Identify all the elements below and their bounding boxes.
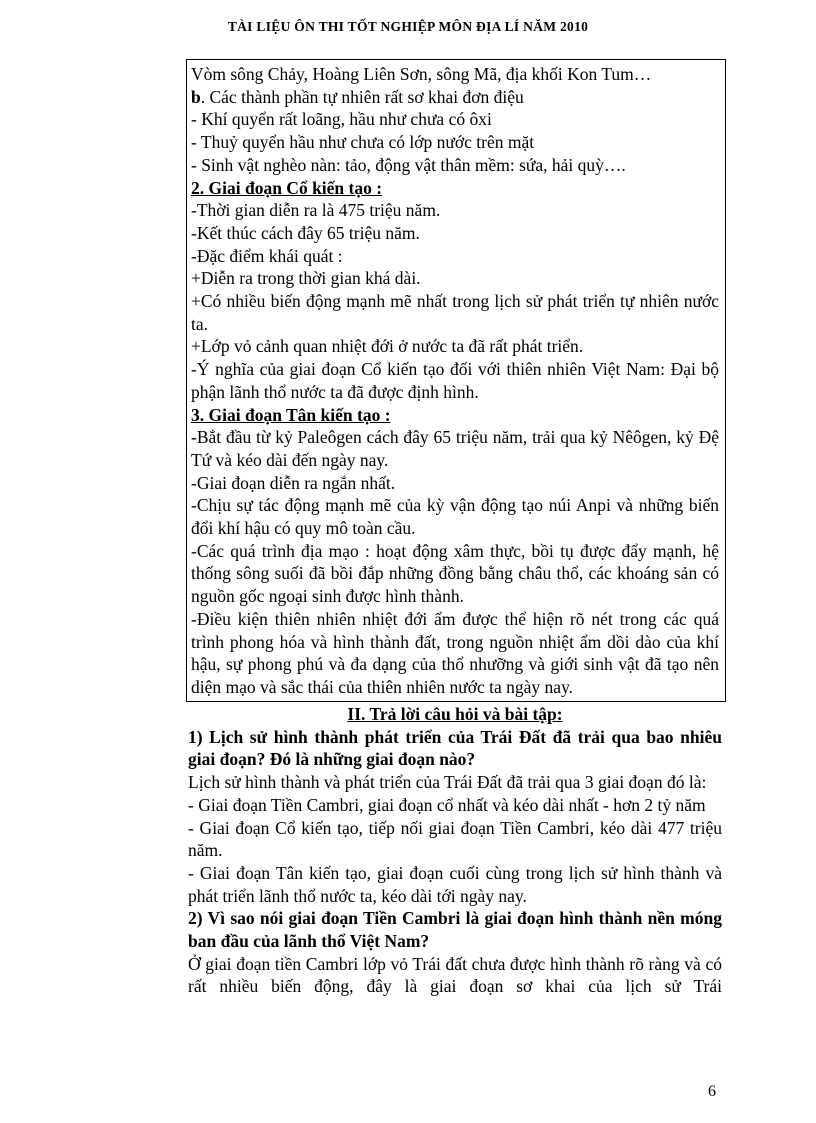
s3-item: -Chịu sự tác động mạnh mẽ của kỳ vận động tạo núi Anpi và những biến đổi khí hậu có quy mô toàn cầu. xyxy=(191,495,719,539)
section-title xyxy=(188,703,722,726)
s3-item: -Các quá trình địa mạo : hoạt động xâm thực, bồi tụ được đẩy mạnh, hệ thống sông suối đã bồi đắp những đồng bằng châu thổ, các khoáng sản có nguồn gốc ngoại sinh được hình thành. xyxy=(191,540,719,607)
section-2-title xyxy=(191,177,719,200)
part-b-text: . Các thành phần tự nhiên rất sơ khai đơn điệu xyxy=(200,86,524,107)
s2-item: -Thời gian diễn ra là 475 triệu năm. xyxy=(191,200,441,221)
q2-answer: Ở giai đoạn tiền Cambri lớp vỏ Trái đất chưa được hình thành rõ ràng và có rất nhiều biến động, đây là giai đoạn sơ khai của lịch sử Trái xyxy=(188,953,722,997)
s3-item: -Điều kiện thiên nhiên nhiệt đới ẩm được thể hiện rõ nét trong các quá trình phong hóa và hình thành đất, trong nguồn nhiệt ẩm dồi dào của khí hậu, sự phong phú và đa dạng của thổ nhưỡng và giới sinh vật đã tạo nên diện mạo và sắc thái của thiên nhiên nước ta ngày nay. xyxy=(191,608,719,697)
page-number: 6 xyxy=(708,1083,716,1100)
qa-section xyxy=(188,703,722,998)
section-2-title-text: 2. Giai đoạn Cổ kiến tạo : xyxy=(191,177,383,198)
s2-item: -Đặc điểm khái quát : xyxy=(191,245,343,266)
s2-item: -Kết thúc cách đây 65 triệu năm. xyxy=(191,222,420,243)
question-1: 1) Lịch sử hình thành phát triển của Trái Đất đã trải qua bao nhiêu giai đoạn? Đó là những giai đoạn nào? xyxy=(188,726,722,770)
s2-item: +Lớp vỏ cảnh quan nhiệt đới ở nước ta đã rất phát triển. xyxy=(191,336,584,357)
b-item: - Thuỷ quyển hầu như chưa có lớp nước trên mặt xyxy=(191,132,535,153)
summary-box xyxy=(186,59,726,702)
section-3-title xyxy=(191,404,719,427)
q1-answer-line: - Giai đoạn Cổ kiến tạo, tiếp nối giai đoạn Tiền Cambri, kéo dài 477 triệu năm. xyxy=(188,817,722,861)
intro-line: Vòm sông Chảy, Hoàng Liên Sơn, sông Mã, địa khối Kon Tum… xyxy=(191,64,652,84)
b-item: - Khí quyển rất loãng, hầu như chưa có ôxi xyxy=(191,109,492,130)
section-title-text: II. Trả lời câu hỏi và bài tập: xyxy=(347,704,563,724)
q1-answer-line: - Giai đoạn Tân kiến tạo, giai đoạn cuối cùng trong lịch sử hình thành và phát triển lãnh thổ nước ta, kéo dài tới ngày nay. xyxy=(188,862,722,906)
s3-item: -Bắt đầu từ kỷ Paleôgen cách đây 65 triệu năm, trải qua kỷ Nêôgen, kỷ Đệ Tứ và kéo dài đến ngày nay. xyxy=(191,427,719,470)
part-b-label: b xyxy=(191,86,201,107)
question-2: 2) Vì sao nói giai đoạn Tiền Cambri là giai đoạn hình thành nền móng ban đầu của lãnh thổ Việt Nam? xyxy=(188,908,722,952)
s3-item: -Giai đoạn diễn ra ngắn nhất. xyxy=(191,472,396,493)
b-item: - Sinh vật nghèo nàn: tảo, động vật thân mềm: sứa, hải quỳ…. xyxy=(191,154,626,175)
page-header: TÀI LIỆU ÔN THI TỐT NGHIỆP MÔN ĐỊA LÍ NĂM 2010 xyxy=(227,19,589,34)
part-b-heading xyxy=(191,86,719,109)
s2-item: +Diễn ra trong thời gian khá dài. xyxy=(191,268,421,289)
q1-answer-line: - Giai đoạn Tiền Cambri, giai đoạn cổ nhất và kéo dài nhất - hơn 2 tỷ năm xyxy=(188,794,706,815)
q1-answer-line: Lịch sử hình thành và phát triển của Trái Đất đã trải qua 3 giai đoạn đó là: xyxy=(188,772,707,793)
section-3-title-text: 3. Giai đoạn Tân kiến tạo : xyxy=(191,404,391,425)
s2-item: -Ý nghĩa của giai đoạn Cổ kiến tạo đối với thiên nhiên Việt Nam: Đại bộ phận lãnh thổ nước ta đã được định hình. xyxy=(191,359,719,402)
s2-item: +Có nhiều biến động mạnh mẽ nhất trong lịch sử phát triển tự nhiên nước ta. xyxy=(191,291,719,334)
